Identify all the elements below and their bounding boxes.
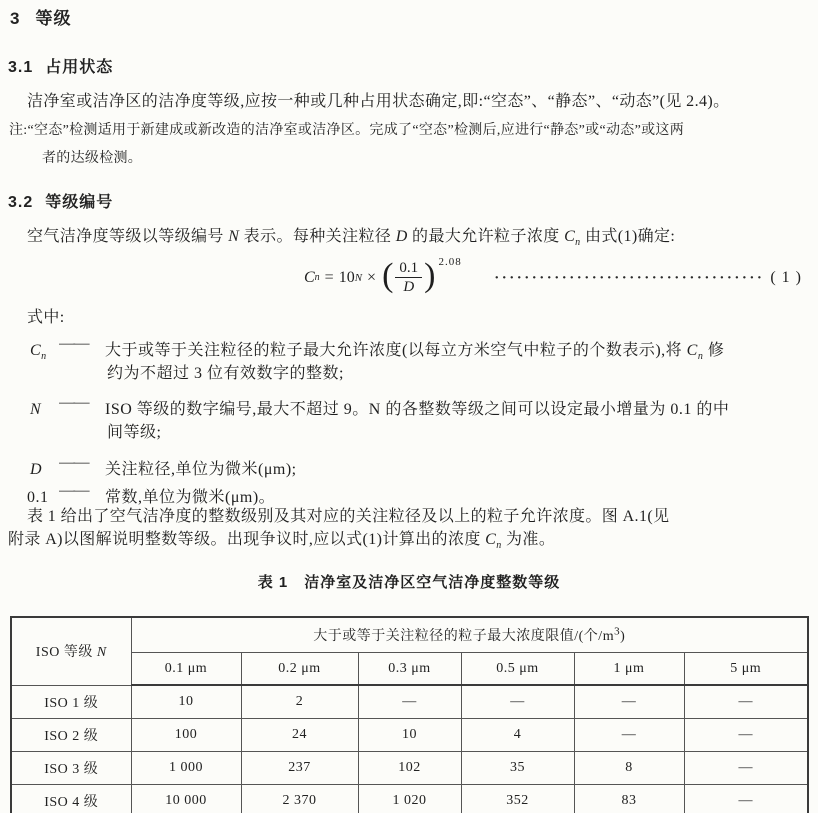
closing-paragraph-line-1: 表 1 给出了空气洁净度的整数级别及其对应的关注粒径及以上的粒子允许浓度。图 A.1(见 [27,508,670,525]
inline-C-subscript: n [697,350,704,362]
definition-dash: —— [59,454,88,471]
where-label: 式中: [27,309,65,326]
note-label: 注: [9,123,28,138]
table-row-iso3 [11,752,808,785]
header-size-1um: 1 μm [574,653,684,686]
row-label: ISO 2 级 [11,719,131,752]
definition-n-line-1 [30,393,729,421]
variable-C-subscript: n [575,237,581,249]
definition-dash: —— [59,394,88,411]
table-cell: — [461,685,574,719]
definition-cn-text: 修 [703,341,725,359]
header-size-0-3um: 0.3 μm [358,653,461,686]
iso-class-table [10,616,809,813]
open-paren: ( [382,256,394,294]
section-3-2-heading [8,189,113,212]
fraction-numerator: 0.1 [395,260,422,279]
definition-01-text: 常数,单位为微米(μm)。 [105,488,276,506]
table-cell: 83 [574,785,684,813]
row-label: ISO 3 级 [11,752,131,785]
term-n-letter: N [30,400,42,418]
equation-1-math: C n = 10 N × ( $\frac{0.1}{D}$ ) 2.08 [304,256,462,296]
equation-1 [0,252,802,304]
table-cell: — [574,685,684,719]
table-cell: — [574,719,684,752]
table-cell: 10 [358,719,461,752]
term-d [30,460,59,481]
section-3-number: 3 [10,9,21,28]
table-cell: — [684,752,808,785]
term-01-value: 0.1 [27,488,49,506]
fraction [395,260,422,297]
paragraph-class-number [27,227,675,248]
note-line-1 [9,122,684,140]
table-cell: 10 000 [131,785,241,813]
formula-base-10: 10 [338,269,355,286]
section-3-1-title: 占用状态 [45,59,114,76]
table-cell: 352 [461,785,574,813]
para32-text: 空气洁净度等级以等级编号 [27,228,229,245]
variable-D: D [395,228,408,245]
inline-C: C [485,531,497,548]
header-m3-superscript: 3 [614,625,621,638]
table-cell: 1 000 [131,752,241,785]
table-header-row-1 [11,617,808,653]
table-cell: 1 020 [358,785,461,813]
table-cell: 102 [358,752,461,785]
leader-dots: ···································· [494,269,765,286]
definition-01-line [27,481,275,509]
formula-lhs: C [304,269,315,286]
header-iso-class-N: N [96,645,107,661]
table-cell: — [358,685,461,719]
term-01 [27,488,59,509]
para32-text: 由式(1)确定: [580,228,676,245]
section-3-1-heading [8,54,113,77]
table-cell: 237 [241,752,358,785]
header-concentration-close: ) [620,629,626,644]
note-text-1: “空态”检测适用于新建成或新改造的洁净室或洁净区。完成了“空态”检测后,应进行“静态”或“动态”或这两 [27,123,685,138]
definition-d-text: 关注粒径,单位为微米(μm); [105,460,297,478]
section-3-title: 等级 [35,9,72,28]
table-cell: 2 370 [241,785,358,813]
formula-power-2-08: 2.08 [438,256,462,268]
table-cell: — [684,785,808,813]
header-concentration-limit [131,617,808,653]
closing-text: 附录 A)以图解说明整数等级。出现争议时,应以式(1)计算出的浓度 [8,531,486,548]
header-iso-class-text: ISO 等级 [35,645,97,661]
header-size-0-5um: 0.5 μm [461,653,574,686]
table-row-iso4 [11,785,808,813]
table-cell: 35 [461,752,574,785]
term-cn-subscript: n [41,350,47,362]
note-line-2: 者的达级检测。 [42,151,143,166]
equation-number: ( 1 ) [770,269,802,286]
term-n [30,400,59,421]
header-iso-class [11,617,131,685]
table-cell: 24 [241,719,358,752]
table-1-caption [0,571,818,592]
para32-text: 的最大允许粒子浓度 [407,228,565,245]
header-size-0-2um: 0.2 μm [241,653,358,686]
inline-C: C [686,341,698,359]
definition-n-line-2: 间等级; [107,424,162,441]
section-3-2-title: 等级编号 [45,194,114,211]
paragraph-occupancy: 洁净室或洁净区的洁净度等级,应按一种或几种占用状态确定,即:“空态”、“静态”、“动态”(见 2.4)。 [27,93,730,110]
header-size-0-1um: 0.1 μm [131,653,241,686]
table-cell: 10 [131,685,241,719]
definition-dash: —— [59,335,88,352]
definition-cn-line-2: 约为不超过 3 位有效数字的整数; [107,365,344,382]
definition-cn-line-1 [30,334,724,362]
row-label: ISO 4 级 [11,785,131,813]
section-3-1-number: 3.1 [8,59,34,76]
definition-dash: —— [59,482,88,499]
multiply-sign: × [367,269,377,286]
table-cell: — [684,719,808,752]
table-header-row-2 [11,653,808,686]
fraction-denominator: D [403,279,415,296]
table-row-iso1 [11,685,808,719]
equals-sign: = [324,269,334,286]
table-1-title: 洁净室及洁净区空气洁净度整数等级 [304,574,561,591]
close-paren: ) [424,256,436,294]
header-concentration-text: 大于或等于关注粒径的粒子最大浓度限值/(个/m [313,629,615,644]
header-size-5um: 5 μm [684,653,808,686]
table-cell: 4 [461,719,574,752]
table-cell: — [684,685,808,719]
inline-C-subscript: n [496,540,502,552]
term-cn [30,341,59,362]
variable-C: C [564,228,576,245]
term-cn-letter: C [30,341,42,359]
para32-text: 表示。每种关注粒径 [239,228,396,245]
table-1-label: 表 1 [257,574,289,591]
section-3-heading [10,4,71,29]
term-d-letter: D [30,460,43,478]
table-cell: 100 [131,719,241,752]
variable-N: N [228,228,240,245]
section-3-2-number: 3.2 [8,194,34,211]
definition-cn-text: 大于或等于关注粒径的粒子最大允许浓度(以每立方米空气中粒子的个数表示),将 [105,341,687,359]
table-cell: 8 [574,752,684,785]
table-row-iso2 [11,719,808,752]
definition-d-line [30,453,297,481]
definition-n-text: ISO 等级的数字编号,最大不超过 9。N 的各整数等级之间可以设定最小增量为 0.1 的中 [105,400,730,418]
row-label: ISO 1 级 [11,685,131,719]
closing-text: 为准。 [501,531,556,548]
table-cell: 2 [241,685,358,719]
closing-paragraph-line-2 [8,530,555,551]
